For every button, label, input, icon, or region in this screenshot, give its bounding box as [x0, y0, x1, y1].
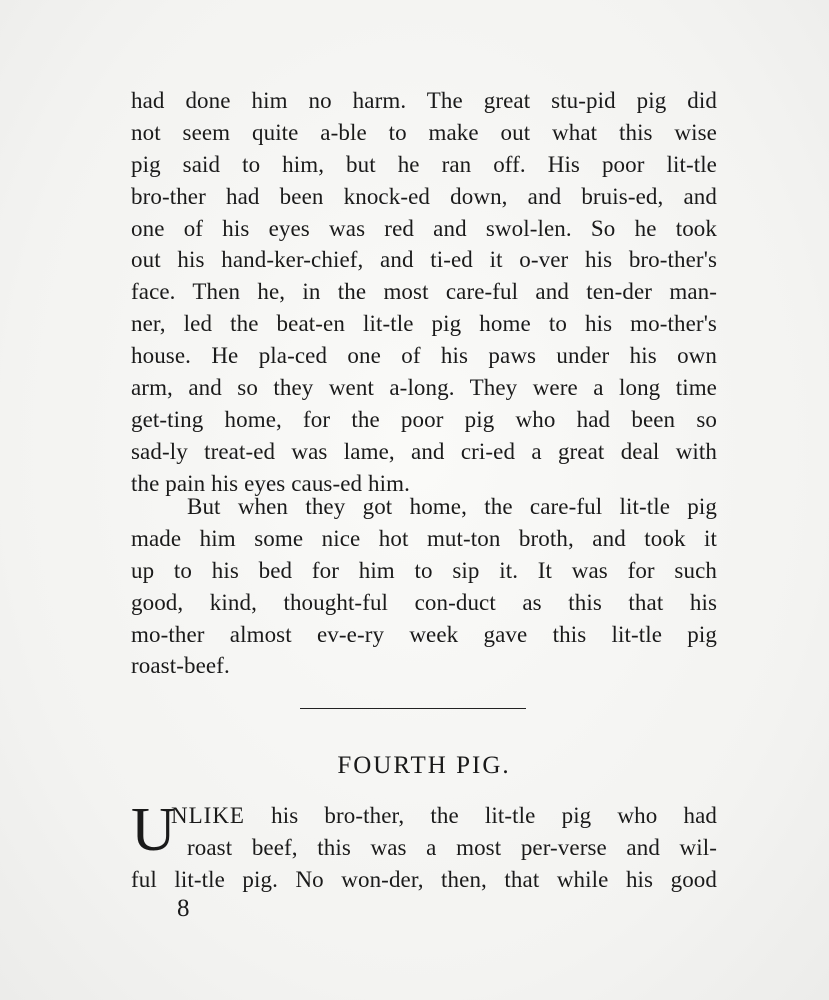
text-line: arm, and so they went a-long. They were a long time [131, 375, 717, 401]
paragraph-1 [131, 85, 717, 500]
text-line: one of his eyes was red and swol-len. So he took [131, 215, 717, 241]
paragraph-3 [131, 796, 717, 896]
text-line: bro-ther had been knock-ed down, and bruis-ed, and [131, 183, 717, 209]
paragraph-2 [131, 491, 717, 682]
text-line: get-ting home, for the poor pig who had been so [131, 406, 717, 432]
text-line: face. Then he, in the most care-ful and ten-der man- [131, 279, 717, 305]
text-line-rest: his bro-ther, the lit-tle pig who had [271, 803, 717, 828]
chapter-heading: FOURTH PIG. [337, 752, 511, 779]
text-line: roast beef, this was a most per-verse and wil- [187, 834, 717, 860]
text-line: had done him no harm. The great stu-pid pig did [131, 88, 717, 113]
text-line: ful lit-tle pig. No won-der, then, that while his good [131, 866, 717, 892]
page-number: 8 [177, 895, 190, 922]
first-word: NLIKE [171, 803, 245, 828]
text-line: mo-ther almost ev-e-ry week gave this lit-tle pig [131, 621, 717, 647]
text-line: the pain his eyes caus-ed him. [131, 470, 410, 496]
text-line: ner, led the beat-en lit-tle pig home to his mo-ther's [131, 311, 717, 337]
section-divider [300, 708, 526, 709]
text-line: But when they got home, the care-ful lit-tle pig [187, 494, 717, 519]
text-line: house. He pla-ced one of his paws under his own [131, 343, 717, 369]
text-line [131, 800, 717, 832]
text-line: not seem quite a-ble to make out what this wise [131, 119, 717, 145]
text-line: up to his bed for him to sip it. It was for such [131, 557, 717, 583]
text-line: roast-beef. [131, 653, 230, 679]
text-line: sad-ly treat-ed was lame, and cri-ed a great deal with [131, 438, 717, 464]
drop-cap: U [131, 796, 176, 864]
text-line: made him some nice hot mut-ton broth, and took it [131, 525, 717, 551]
text-line: good, kind, thought-ful con-duct as this that his [131, 589, 717, 615]
text-line: out his hand-ker-chief, and ti-ed it o-ver his bro-ther's [131, 247, 717, 273]
text-line: pig said to him, but he ran off. His poor lit-tle [131, 151, 717, 177]
